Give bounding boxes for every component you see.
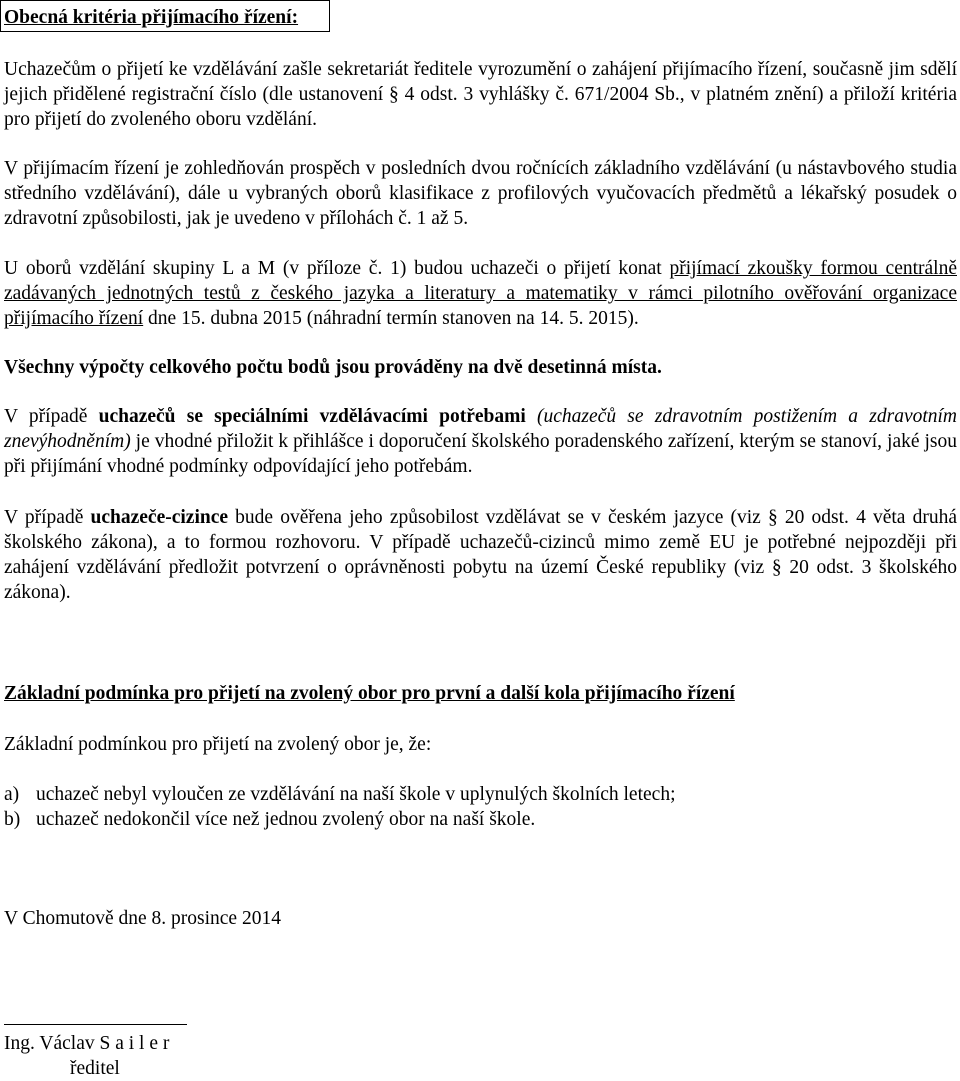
basic-condition-intro: Základní podmínkou pro přijetí na zvolený obor je, že: [4,734,432,755]
place-and-date: V Chomutově dne 8. prosince 2014 [4,908,281,929]
section-sign: § [771,557,782,578]
section-sign: § [389,84,399,105]
signer-name: Ing. Václav S a i l e r [4,1033,170,1054]
exam-underlined-text: přijímací zkoušky formou centrálně zadávaných jednotných testů z českého jazyka a literatury a matematiky v rámci pilotního ověřování organizace přijímacího řízení [4,258,957,329]
list-item-label: b) [4,809,21,830]
list-item-label: a) [4,784,20,805]
section-heading-basic-condition: Základní podmínka pro přijetí na zvolený obor pro první a další kola přijímacího řízení [4,683,735,704]
section-sign: § [768,507,778,528]
page-title: Obecná kritéria přijímacího řízení: [4,7,299,28]
paragraph-notification: Uchazečům o přijetí ke vzdělávání zašle sekretariát ředitele vyrozumění o zahájení přijímacího řízení, současně jim sdělí jejich přidělené registrační číslo (dle ustanovení § 4 odst. 3 vyhlášky č. 671/2004 Sb., v platném znění) a přiloží kritéria pro přijetí do zvoleného oboru vzdělání. [4,59,958,130]
paragraph-foreigners: V případě uchazeče-cizince bude ověřena jeho způsobilost vzdělávat se v českém jazyce (viz § 20 odst. 4 věta druhá školského zákona), a to formou rozhovoru. V případě uchazečů-cizinců mimo země EU je potřebné nejpozději při zahájení vzdělávání předložit potvrzení o oprávněnosti pobytu na území České republiky (viz § 20 odst. 3 školského zákona). [4,507,958,603]
list-item [4,807,936,832]
list-item [4,782,936,807]
paragraph-entrance-exams: U oborů vzdělání skupiny L a M (v příloze č. 1) budou uchazeči o přijetí konat přijímací zkoušky formou centrálně zadávaných jednotných testů z českého jazyka a literatury a matematiky v rámci pilotního ověřování organizace přijímacího řízení dne 15. dubna 2015 (náhradní termín stanoven na 14. 5. 2015). [4,258,957,329]
list-item-text: uchazeč nebyl vyloučen ze vzdělávání na naší škole v uplynulých školních letech; [36,784,676,805]
paragraph-assessment: V přijímacím řízení je zohledňován prospěch v posledních dvou ročnících základního vzdělávání (u nástavbového studia středního vzdělávání), dále u vybraných oborů klasifikace z profilových vyučovacích předmětů a lékařský posudek o zdravotní způsobilosti, jak je uvedeno v přílohách č. 1 až 5. [4,158,957,229]
signer-role: ředitel [70,1058,120,1079]
signature-line [4,1024,187,1025]
paragraph-special-needs: V případě uchazečů se speciálními vzdělávacími potřebami (uchazečů se zdravotním postižením a zdravotním znevýhodněním) je vhodné přiložit k přihlášce i doporučení školského poradenského zařízení, kterým se stanoví, jaké jsou při přijímání vhodné podmínky odpovídající jeho potřebám. [4,406,958,477]
paragraph-decimal-note: Všechny výpočty celkového počtu bodů jsou prováděny na dvě desetinná místa. [4,357,662,378]
list-item-text: uchazeč nedokončil více než jednou zvolený obor na naší škole. [36,809,536,830]
